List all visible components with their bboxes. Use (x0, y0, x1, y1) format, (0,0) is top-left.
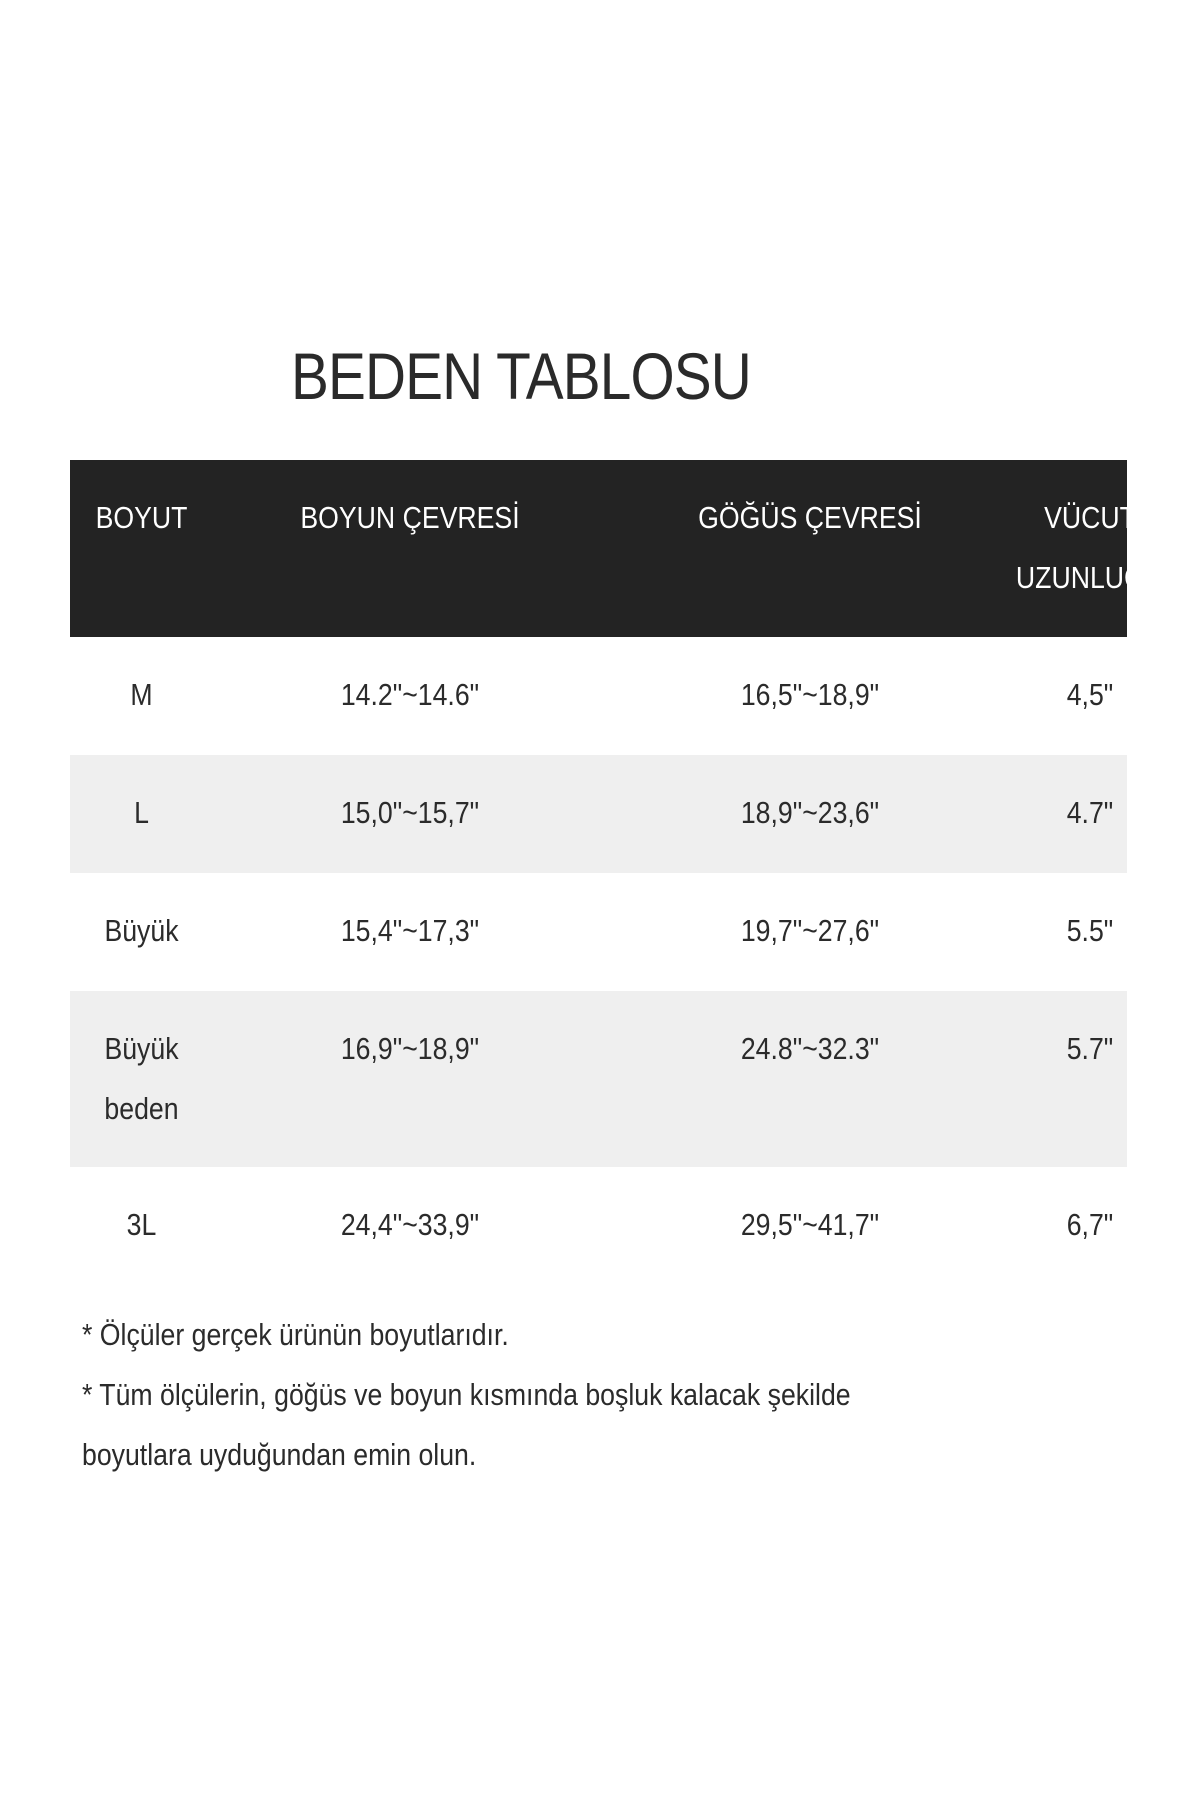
header-neck: BOYUN ÇEVRESİ (300, 500, 520, 535)
cell-neck: 16,9"~18,9" (340, 1031, 480, 1066)
header-size: BOYUT (95, 500, 188, 535)
note-line: * Ölçüler gerçek ürünün boyutlarıdır. (82, 1317, 509, 1352)
cell-neck: 24,4"~33,9" (340, 1207, 480, 1242)
header-body-length: VÜCUT UZUNLUĞU (1015, 500, 1165, 595)
cell-chest: 29,5"~41,7" (740, 1207, 880, 1242)
page-title: BEDEN TABLOSU (291, 339, 751, 413)
table-row (70, 1167, 1127, 1285)
cell-chest: 18,9"~23,6" (740, 795, 880, 830)
cell-neck: 14.2"~14.6" (340, 677, 480, 712)
cell-body-length: 4.7" (1066, 795, 1114, 830)
cell-body-length: 5.5" (1066, 913, 1114, 948)
cell-size: 3L (126, 1207, 157, 1242)
cell-chest: 24.8"~32.3" (740, 1031, 880, 1066)
table-header (70, 460, 1165, 637)
cell-body-length: 5.7" (1066, 1031, 1114, 1066)
cell-size: Büyük beden (104, 1031, 179, 1126)
header-chest: GÖĞÜS ÇEVRESİ (698, 500, 922, 535)
cell-chest: 16,5"~18,9" (740, 677, 880, 712)
cell-body-length: 4,5" (1066, 677, 1114, 712)
cell-size: Büyük (104, 913, 179, 948)
size-table (70, 460, 1165, 1285)
table-row (70, 637, 1127, 755)
cell-size: L (134, 795, 149, 830)
cell-neck: 15,0"~15,7" (340, 795, 480, 830)
cell-neck: 15,4"~17,3" (340, 913, 480, 948)
table-row (70, 873, 1127, 991)
note-line: * Tüm ölçülerin, göğüs ve boyun kısmında boşluk kalacak şekilde boyutlara uyduğundan emin olun. (82, 1377, 851, 1472)
table-row (70, 755, 1127, 873)
cell-body-length: 6,7" (1066, 1207, 1114, 1242)
size-notes (82, 1305, 856, 1485)
cell-chest: 19,7"~27,6" (740, 913, 880, 948)
cell-size: M (130, 677, 153, 712)
table-row (70, 991, 1127, 1167)
